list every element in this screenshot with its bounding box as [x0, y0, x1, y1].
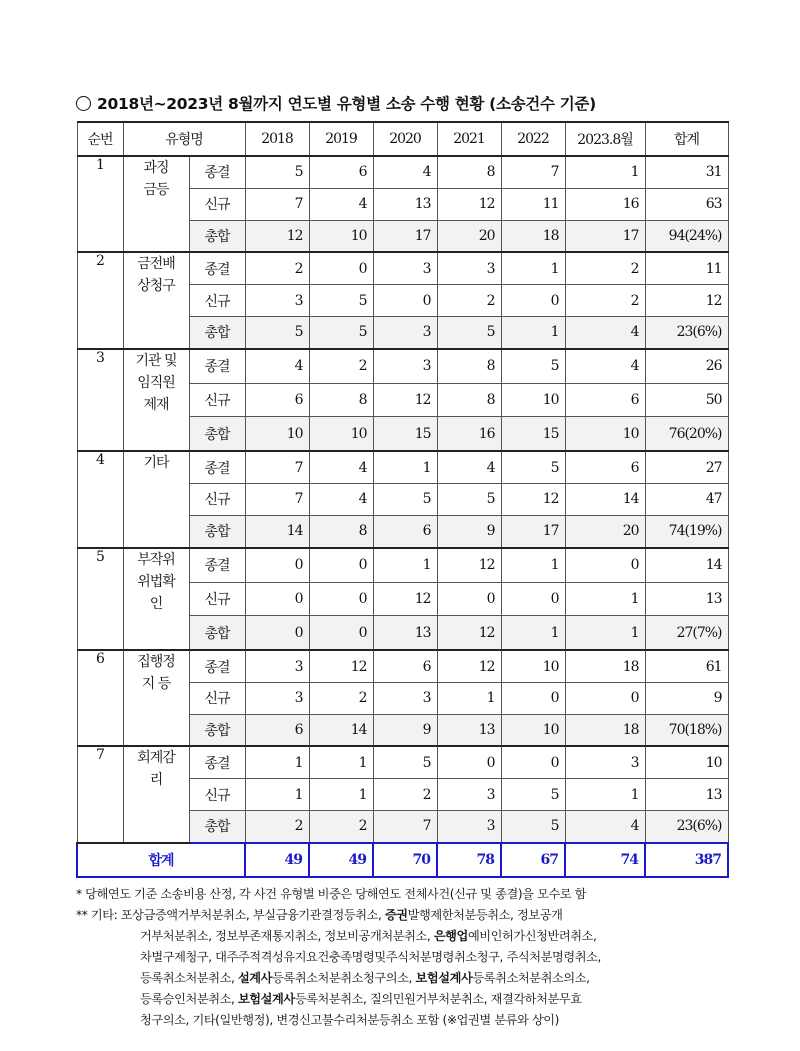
row-number: 3	[77, 349, 123, 451]
value-cell: 27	[645, 451, 728, 483]
note-text: 등록취소처분취소의소,	[472, 971, 590, 985]
value-cell: 6	[565, 451, 645, 483]
value-cell: 13	[373, 616, 437, 650]
value-cell: 12	[437, 616, 501, 650]
value-cell: 10	[309, 417, 373, 451]
value-cell: 7	[245, 188, 309, 220]
value-cell: 18	[501, 220, 565, 252]
value-cell: 0	[501, 285, 565, 317]
value-cell: 14	[645, 548, 728, 582]
value-cell: 94(24%)	[645, 220, 728, 252]
note-bold: 설계사	[237, 971, 273, 985]
category-name-line: 상청구	[137, 278, 175, 295]
value-cell: 10	[501, 714, 565, 746]
note-text: 예비인허가신청반려취소,	[467, 929, 597, 943]
value-cell: 0	[565, 548, 645, 582]
category-name-line: 임직원	[137, 374, 175, 391]
value-cell: 1	[565, 779, 645, 811]
note-bold: 은행업	[433, 929, 468, 943]
note-text: 발행제한처분등취소, 정보공개	[407, 908, 563, 922]
value-cell: 7	[373, 810, 437, 843]
value-cell: 26	[645, 349, 728, 383]
value-cell: 7	[501, 156, 565, 188]
note-text: 등록처분취소, 질의민원거부처분취소, 재결각하처분무효	[294, 992, 582, 1006]
value-cell: 0	[309, 252, 373, 284]
value-cell: 0	[373, 285, 437, 317]
value-cell: 4	[309, 188, 373, 220]
subtype-label: 신규	[189, 188, 245, 220]
footnote-2	[76, 905, 736, 926]
total-label: 합계	[77, 843, 245, 877]
table-row	[77, 349, 728, 383]
value-cell: 5	[501, 810, 565, 843]
value-cell: 3	[373, 682, 437, 714]
footnote-2-cont	[76, 968, 736, 989]
value-cell: 1	[309, 746, 373, 778]
value-cell: 2	[309, 810, 373, 843]
value-cell: 6	[245, 714, 309, 746]
value-cell: 4	[565, 810, 645, 843]
value-cell: 12	[437, 650, 501, 682]
value-cell: 12	[437, 188, 501, 220]
subtype-label: 종결	[189, 252, 245, 284]
header-cell: 2020	[373, 122, 437, 156]
value-cell: 5	[309, 316, 373, 348]
value-cell: 2	[245, 810, 309, 843]
value-cell: 4	[373, 156, 437, 188]
category-name-line: 기관 및	[135, 352, 177, 369]
value-cell: 13	[437, 714, 501, 746]
table-title	[76, 92, 596, 114]
value-cell: 0	[309, 582, 373, 616]
category-name	[123, 252, 189, 348]
value-cell: 1	[565, 616, 645, 650]
category-name-line: 지 등	[141, 676, 171, 693]
value-cell: 1	[245, 746, 309, 778]
value-cell: 3	[437, 779, 501, 811]
value-cell: 6	[565, 383, 645, 417]
value-cell: 1	[437, 682, 501, 714]
row-number: 1	[77, 156, 123, 252]
value-cell: 17	[565, 220, 645, 252]
value-cell: 1	[501, 252, 565, 284]
value-cell: 14	[309, 714, 373, 746]
header-cell: 유형명	[123, 122, 245, 156]
value-cell: 47	[645, 484, 728, 516]
value-cell: 16	[437, 417, 501, 451]
value-cell: 0	[501, 682, 565, 714]
category-name-line: 과징	[143, 160, 169, 176]
value-cell: 16	[565, 188, 645, 220]
total-value-cell: 78	[437, 843, 501, 877]
footnotes	[76, 884, 736, 1031]
value-cell: 3	[437, 252, 501, 284]
value-cell: 5	[501, 451, 565, 483]
litigation-table	[76, 121, 729, 878]
value-cell: 0	[501, 582, 565, 616]
value-cell: 12	[437, 548, 501, 582]
total-value-cell: 49	[245, 843, 309, 877]
value-cell: 2	[437, 285, 501, 317]
footnote-1: * 당해연도 기준 소송비용 산정, 각 사건 유형별 비중은 당해연도 전체사건(신규 및 종결)을 모수로 함	[76, 887, 587, 901]
value-cell: 10	[309, 220, 373, 252]
value-cell: 5	[501, 349, 565, 383]
value-cell: 0	[245, 616, 309, 650]
value-cell: 5	[245, 316, 309, 348]
table-row	[77, 156, 728, 188]
value-cell: 10	[501, 650, 565, 682]
value-cell: 1	[373, 451, 437, 483]
value-cell: 2	[309, 682, 373, 714]
value-cell: 1	[373, 548, 437, 582]
subtype-label: 총합	[189, 220, 245, 252]
footnote-2-cont: 차별구제청구, 대주주적격성유지요건충족명령및주식처분명령취소청구, 주식처분명령취소,	[140, 950, 601, 964]
value-cell: 7	[245, 451, 309, 483]
value-cell: 18	[565, 650, 645, 682]
category-name	[123, 650, 189, 746]
value-cell: 6	[373, 650, 437, 682]
total-value-cell: 74	[565, 843, 645, 877]
header-cell: 순번	[77, 122, 123, 156]
header-cell: 2023.8월	[565, 122, 645, 156]
value-cell: 5	[245, 156, 309, 188]
subtype-label: 종결	[189, 650, 245, 682]
subtype-label: 총합	[189, 616, 245, 650]
value-cell: 13	[645, 582, 728, 616]
value-cell: 1	[309, 779, 373, 811]
value-cell: 0	[309, 616, 373, 650]
value-cell: 17	[373, 220, 437, 252]
category-name-line: 위법확	[137, 573, 175, 590]
category-name	[123, 156, 189, 252]
subtype-label: 신규	[189, 779, 245, 811]
value-cell: 4	[309, 484, 373, 516]
value-cell: 3	[373, 349, 437, 383]
value-cell: 70(18%)	[645, 714, 728, 746]
table-row	[77, 548, 728, 582]
value-cell: 4	[309, 451, 373, 483]
note-bold: 보험설계사	[415, 971, 473, 985]
value-cell: 23(6%)	[645, 316, 728, 348]
value-cell: 10	[645, 746, 728, 778]
value-cell: 4	[245, 349, 309, 383]
value-cell: 3	[373, 252, 437, 284]
note-text: 등록취소처분취소,	[140, 971, 238, 985]
value-cell: 3	[565, 746, 645, 778]
value-cell: 1	[501, 548, 565, 582]
value-cell: 4	[565, 316, 645, 348]
subtype-label: 종결	[189, 451, 245, 483]
subtype-label: 신규	[189, 484, 245, 516]
subtype-label: 종결	[189, 349, 245, 383]
value-cell: 12	[245, 220, 309, 252]
value-cell: 6	[309, 156, 373, 188]
subtype-label: 신규	[189, 582, 245, 616]
value-cell: 10	[501, 383, 565, 417]
header-cell: 2019	[309, 122, 373, 156]
subtype-label: 총합	[189, 316, 245, 348]
value-cell: 5	[437, 484, 501, 516]
value-cell: 11	[645, 252, 728, 284]
value-cell: 5	[373, 484, 437, 516]
value-cell: 14	[565, 484, 645, 516]
value-cell: 5	[373, 746, 437, 778]
value-cell: 5	[437, 316, 501, 348]
category-name-line: 인	[149, 595, 163, 612]
subtype-label: 총합	[189, 810, 245, 843]
value-cell: 8	[309, 383, 373, 417]
value-cell: 31	[645, 156, 728, 188]
value-cell: 0	[245, 548, 309, 582]
header-cell: 합계	[645, 122, 728, 156]
row-number: 2	[77, 252, 123, 348]
subtype-label: 총합	[189, 714, 245, 746]
category-name-line: 회계감	[137, 750, 175, 767]
value-cell: 1	[501, 316, 565, 348]
table-row	[77, 451, 728, 483]
value-cell: 10	[565, 417, 645, 451]
value-cell: 23(6%)	[645, 810, 728, 843]
subtype-label: 종결	[189, 156, 245, 188]
value-cell: 8	[437, 383, 501, 417]
value-cell: 11	[501, 188, 565, 220]
table-row	[77, 650, 728, 682]
category-name	[123, 548, 189, 650]
row-number: 6	[77, 650, 123, 746]
value-cell: 17	[501, 515, 565, 547]
value-cell: 12	[501, 484, 565, 516]
value-cell: 2	[565, 252, 645, 284]
table-row	[77, 252, 728, 284]
value-cell: 9	[373, 714, 437, 746]
value-cell: 0	[565, 682, 645, 714]
subtype-label: 총합	[189, 515, 245, 547]
subtype-label: 신규	[189, 383, 245, 417]
value-cell: 3	[245, 682, 309, 714]
value-cell: 12	[645, 285, 728, 317]
value-cell: 7	[245, 484, 309, 516]
circle-bullet-icon	[76, 96, 91, 111]
category-name-line: 기타	[143, 455, 169, 472]
total-value-cell: 67	[501, 843, 565, 877]
note-bold: 보험설계사	[237, 992, 295, 1006]
row-number: 4	[77, 451, 123, 547]
value-cell: 1	[565, 582, 645, 616]
value-cell: 6	[245, 383, 309, 417]
value-cell: 1	[501, 616, 565, 650]
value-cell: 0	[309, 548, 373, 582]
value-cell: 4	[437, 451, 501, 483]
category-name-line: 제재	[143, 396, 169, 413]
value-cell: 2	[373, 779, 437, 811]
category-name	[123, 451, 189, 547]
header-row	[77, 122, 728, 156]
value-cell: 1	[565, 156, 645, 188]
subtype-label: 종결	[189, 746, 245, 778]
note-text: 등록취소처분취소청구의소,	[272, 971, 416, 985]
category-name-line: 금등	[143, 182, 169, 198]
category-name-line: 부작위	[137, 551, 175, 568]
value-cell: 2	[309, 349, 373, 383]
value-cell: 18	[565, 714, 645, 746]
value-cell: 12	[373, 383, 437, 417]
value-cell: 8	[437, 349, 501, 383]
value-cell: 12	[309, 650, 373, 682]
header-cell: 2018	[245, 122, 309, 156]
category-name-line: 집행정	[137, 654, 175, 671]
value-cell: 50	[645, 383, 728, 417]
value-cell: 0	[245, 582, 309, 616]
value-cell: 15	[501, 417, 565, 451]
value-cell: 6	[373, 515, 437, 547]
value-cell: 76(20%)	[645, 417, 728, 451]
value-cell: 5	[309, 285, 373, 317]
category-name-line: 금전배	[137, 256, 175, 273]
subtype-label: 신규	[189, 682, 245, 714]
value-cell: 13	[373, 188, 437, 220]
title-text: 2018년~2023년 8월까지 연도별 유형별 소송 수행 현황 (소송건수 기준)	[97, 95, 596, 113]
table-row	[77, 746, 728, 778]
value-cell: 12	[373, 582, 437, 616]
row-number: 5	[77, 548, 123, 650]
value-cell: 8	[309, 515, 373, 547]
value-cell: 9	[437, 515, 501, 547]
value-cell: 13	[645, 779, 728, 811]
value-cell: 3	[245, 650, 309, 682]
value-cell: 15	[373, 417, 437, 451]
value-cell: 2	[565, 285, 645, 317]
value-cell: 9	[645, 682, 728, 714]
value-cell: 74(19%)	[645, 515, 728, 547]
total-row	[77, 843, 728, 877]
value-cell: 27(7%)	[645, 616, 728, 650]
value-cell: 14	[245, 515, 309, 547]
total-value-cell: 387	[645, 843, 728, 877]
total-value-cell: 49	[309, 843, 373, 877]
value-cell: 4	[565, 349, 645, 383]
value-cell: 1	[245, 779, 309, 811]
note-text: 거부처분취소, 정보부존재통지취소, 정보비공개처분취소,	[140, 929, 434, 943]
value-cell: 2	[245, 252, 309, 284]
value-cell: 5	[501, 779, 565, 811]
category-name-line: 리	[149, 772, 163, 789]
category-name	[123, 746, 189, 843]
value-cell: 0	[437, 582, 501, 616]
note-text: ** 기타: 포상금증액거부처분취소, 부실금융기관결정등취소,	[76, 908, 385, 922]
header-cell: 2021	[437, 122, 501, 156]
value-cell: 0	[437, 746, 501, 778]
value-cell: 61	[645, 650, 728, 682]
subtype-label: 신규	[189, 285, 245, 317]
note-text: 등록승인처분취소,	[140, 992, 238, 1006]
value-cell: 63	[645, 188, 728, 220]
value-cell: 3	[373, 316, 437, 348]
value-cell: 3	[437, 810, 501, 843]
value-cell: 10	[245, 417, 309, 451]
footnote-2-cont	[76, 926, 736, 947]
footnote-2-cont: 청구의소, 기타(일반행정), 변경신고불수리처분등취소 포함 (※업권별 분류와 상이)	[140, 1013, 559, 1027]
category-name	[123, 349, 189, 451]
value-cell: 8	[437, 156, 501, 188]
subtype-label: 종결	[189, 548, 245, 582]
value-cell: 0	[501, 746, 565, 778]
value-cell: 20	[565, 515, 645, 547]
header-cell: 2022	[501, 122, 565, 156]
row-number: 7	[77, 746, 123, 843]
note-bold: 증권	[384, 908, 408, 922]
value-cell: 20	[437, 220, 501, 252]
subtype-label: 총합	[189, 417, 245, 451]
footnote-2-cont	[76, 989, 736, 1010]
total-value-cell: 70	[373, 843, 437, 877]
value-cell: 3	[245, 285, 309, 317]
